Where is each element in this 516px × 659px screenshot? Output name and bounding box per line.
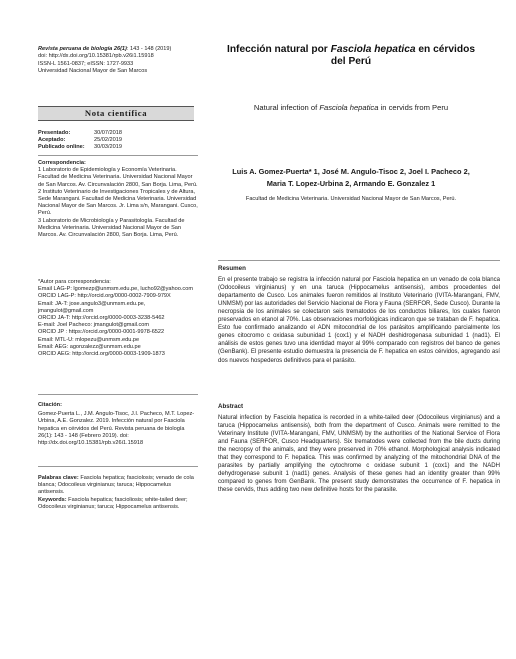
date-row <box>38 130 198 137</box>
resumen-text: En el presente trabajo se registra la infección natural por Fasciola hepatica en un venado de cola blanca (Odocoileus virginianus) y en una taruca (Hippocamelus antisensis), ambos procedentes del departamento de Cusco. Los animales fueron remitidos al Instituto Veterinario (IVITA-Marangani, FMV, UNMSM) por las autoridades del Servicio Nacional de Flora y Fauna (SERFOR, Sede Cusco). Durante la necropsia de los animales se colectaron seis trematodos de los conductos biliares, los cuales fueron preservados en etanol al 70%. Las observaciones morfológicas indicaron que se trataban de F. hepatica. Esto fue confirmado analizando el ADN mitocondrial de los parásitos amplificando parcialmente los genes citocromo c oxidasa subunidad 1 (cox1) y el NADH deshidrogenasa subunidad 1 (nad1). El análisis de estos genes tuvo una identidad mayor al 99% comparado con registros del banco de genes (GenBank). El presente estudio demuestra la presencia de F. hepatica en estos cérvidos, agregando así dos nuevos hospederos definitivos para el parásito. <box>218 277 500 364</box>
paper-title <box>220 44 482 69</box>
abstract-heading: Abstract <box>218 403 244 410</box>
date-row <box>38 137 198 144</box>
correspondence-block <box>38 160 198 239</box>
journal-info <box>38 46 198 75</box>
journal-name: Revista peruana de biología 26(1) <box>38 46 127 52</box>
date-row <box>38 144 198 151</box>
journal-doi[interactable]: doi: http://dx.doi.org/10.15381/rpb.v26i1.15918 <box>38 53 154 60</box>
authors <box>220 166 482 189</box>
divider <box>38 394 198 395</box>
keywords-en-label: Keywords: <box>38 496 67 503</box>
date-value: 25/02/2019 <box>94 137 122 144</box>
contact-line[interactable]: ORCID JP : https://orcid.org/0000-0001-9978-6522 <box>38 329 165 336</box>
affiliation-item: 2 Instituto Veterinario de Investigaciones Tropicales y de Altura, Sede Marangani. Facultad de Medicina Veterinaria. Universidad Nacional Mayor de San Marcos. Jr. Lima s/n, Marangani. Cusco, Perú. <box>38 188 198 217</box>
contact-line[interactable]: ORCID AEG: http://orcid.org/0000-0003-1909-1873 <box>38 351 165 358</box>
keywords-en-text: Fasciola hepatica; fascioliosis; white-tailed deer; Odocoileus virginianus; taruca; Hippocamelus antisensis. <box>38 496 188 510</box>
keywords-es-text: Fasciola hepatica; fasciolosis; venado de cola blanca; Odocoileus virginianus; taruca; Hippocamelus antisensis. <box>38 475 194 496</box>
contact-block <box>38 279 198 358</box>
correspondence-heading: Correspondencia: <box>38 160 86 166</box>
contact-line[interactable]: ORCID JA-T: http://orcid.org/0000-0003-3238-5462 <box>38 315 165 322</box>
english-title <box>220 103 482 112</box>
en-title-part: Natural infection of <box>253 103 320 112</box>
affiliation-item: 1 Laboratorio de Epidemiología y Economía Veterinaria. Facultad de Medicina Veterinaria. Universidad Nacional Mayor de San Marcos. Av. Circunvalación 2800, San Borja. Lima, Perú. <box>38 167 198 188</box>
contact-line[interactable]: Email: MTL-U: mlopezu@unmsm.edu.pe <box>38 336 140 343</box>
en-title-species: Fasciola hepatica <box>319 103 379 112</box>
date-value: 30/07/2018 <box>94 130 122 136</box>
date-value: 30/03/2019 <box>94 144 122 151</box>
contact-line[interactable]: Email: AEG: agonzalezz@unmsm.edu.pe <box>38 343 141 350</box>
affiliation-item: 3 Laboratorio de Microbiología y Parasitología. Facultad de Medicina Veterinaria. Universidad Nacional Mayor de San Marcos. Av. Circunvalación 2800, San Borja. Lima, Perú. <box>38 217 185 239</box>
date-key: Presentado: <box>38 130 71 136</box>
author-affiliation: Facultad de Medicina Veterinaria. Universidad Nacional Mayor de San Marcos, Perú. <box>245 196 457 202</box>
title-species: Fasciola hepatica <box>330 44 416 55</box>
section-label-text: Nota científica <box>84 108 148 118</box>
authors-line: Luis A. Gomez-Puerta* 1, José M. Angulo-Tisoc 2, Joel I. Pacheco 2, <box>232 167 470 176</box>
contact-line[interactable]: Email LAG-P: lgomezp@unmsm.edu.pe, lucho92@yahoo.com <box>38 286 194 293</box>
journal-issn: ISSN-L 1561-0837; eISSN: 1727-9933 <box>38 60 134 67</box>
date-key: Publicado online: <box>38 144 85 151</box>
abstract-block <box>218 403 500 495</box>
authors-line: Maria T. Lopez-Urbina 2, Armando E. Gonzalez 1 <box>266 178 436 188</box>
divider <box>218 260 500 261</box>
divider <box>38 466 198 467</box>
citation-text: Gomez-Puerta L., J.M. Angulo-Tisoc, J.I. Pacheco, M.T. Lopez-Urbina, A.E. Gonzalez. 2019. Infección natural por Fasciola hepatica en cérvidos del Perú. Revista peruana de biología 26(1): 143 - 148 (Febrero 2019). doi: http://dx.doi.org/10.15381/rpb.v26i1.15918 <box>38 411 195 447</box>
contact-line: *Autor para correspondencia: <box>38 279 111 285</box>
title-part: en cérvidos del Perú <box>330 44 475 68</box>
resumen-heading: Resumen <box>218 265 246 272</box>
contact-line[interactable]: E-mail: Joel Pacheco: jmangulot@gmail.com <box>38 322 150 329</box>
citation-heading: Citación: <box>38 402 62 408</box>
resumen-block <box>218 265 500 365</box>
contact-line[interactable]: Email: JA-T: jose.angulo3@unmsm.edu.pe, jmangulot@gmail.com <box>38 300 146 314</box>
journal-university: Universidad Nacional Mayor de San Marcos <box>38 67 148 74</box>
dates-block <box>38 130 198 152</box>
contact-line[interactable]: ORCID LAG-P: http://orcid.org/0000-0002-7909-979X <box>38 293 171 300</box>
abstract-text: Natural infection by Fasciola hepatica is recorded in a white-tailed deer (Odocoileus virginianus) and a taruca (Hippocamelus antisensis), both from the department of Cusco. Animals were remitted to the Veterinary Institute (IVITA-Marangani, FMV, UNMSM) by the authorities of the National Service of Flora and Fauna (SERFOR, Cusco Headquarters). Six trematodes were collected from the bile ducts during the necropsy of the animals, and they were preserved in 70% ethanol. Morphological analysis indicated that they correspond to F. hepatica. This was confirmed by analyzing of the mitochondrial DNA of the parasites by partially amplifying the cytochrome c oxidase subunit 1 (cox1) and the NADH dehydrogenase subunit 1 (nad1) genes. Analysis of these genes had an identity greater than 99% compared to genes from GenBank. The present study demonstrates the occurrence of F. hepatica in these cervids, thus adding two new definitive hosts for the parasite. <box>218 415 500 494</box>
keywords-es-label: Palabras clave: <box>38 475 79 481</box>
section-label <box>38 106 194 121</box>
journal-pages: : 143 - 148 (2019) <box>126 46 172 52</box>
keywords-block <box>38 475 198 511</box>
citation-block <box>38 402 198 447</box>
date-key: Aceptado: <box>38 137 66 144</box>
title-part: Infección natural por <box>227 44 331 55</box>
divider <box>38 155 198 156</box>
en-title-part: in cervids from Peru <box>378 103 449 112</box>
